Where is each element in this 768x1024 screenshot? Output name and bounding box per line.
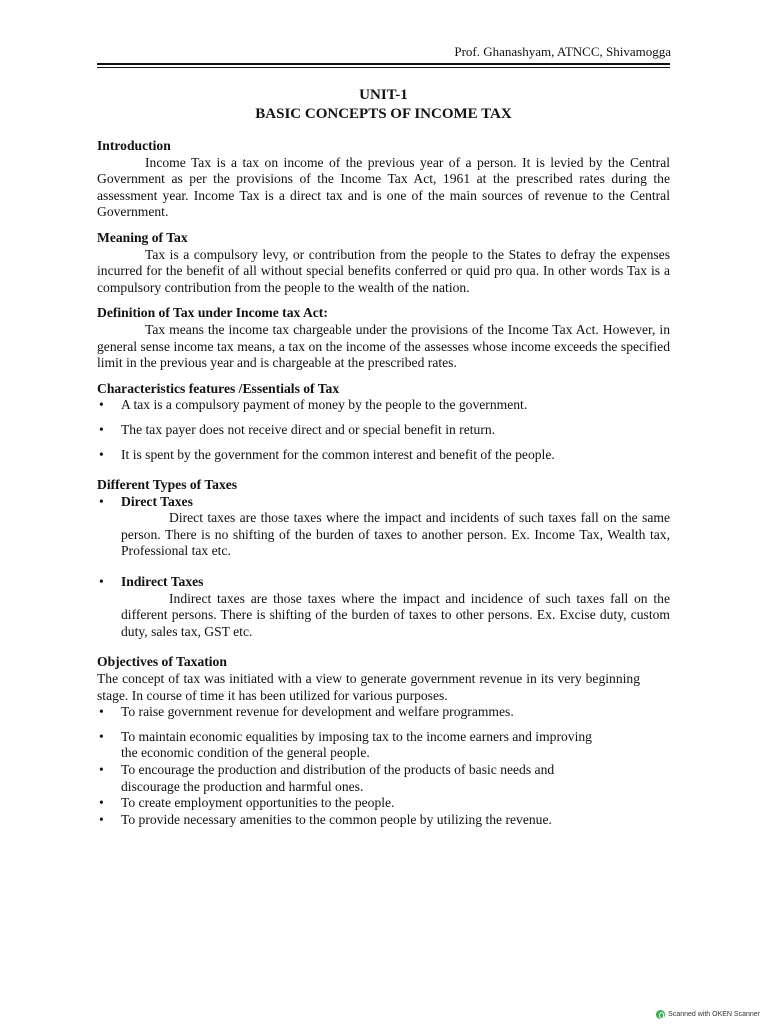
page-title: BASIC CONCEPTS OF INCOME TAX [255, 106, 512, 122]
list-item: • The tax payer does not receive direct and or special benefit in return. [97, 422, 670, 439]
list-item: • To provide necessary amenities to the common people by utilizing the revenue. [97, 812, 600, 829]
meaning-heading: Meaning of Tax [97, 229, 188, 245]
definition-text: Tax means the income tax chargeable under the provisions of the Income Tax Act. However, in general sense income tax means, a tax on the income of the assesses whose income exceeds the specified limit in the previous year and is chargeable at the prescribed rates. [97, 321, 670, 371]
introduction-heading: Introduction [97, 138, 171, 153]
unit-label: UNIT-1 [359, 87, 408, 103]
indirect-taxes-label: Indirect Taxes [121, 574, 204, 590]
list-item: • It is spent by the government for the common interest and benefit of the people. [97, 447, 670, 464]
direct-taxes-text: Direct taxes are those taxes where the impact and incidents of such taxes fall on the same person. There is no shifting of the burden of taxes to another person. Ex. Income Tax, Wealth tax, Professional tax etc. [121, 510, 670, 559]
objectives-heading: Objectives of Taxation [97, 654, 227, 670]
list-item: • To maintain economic equalities by imposing tax to the income earners and improving the economic condition of the general people. [97, 729, 600, 762]
characteristics-list [97, 397, 670, 463]
direct-taxes-label: Direct Taxes [121, 493, 193, 509]
characteristics-heading: Characteristics features /Essentials of Tax [97, 380, 340, 396]
objectives-list [97, 704, 670, 828]
introduction-text: Income Tax is a tax on income of the previous year of a person. It is levied by the Central Government as per the provisions of the Income Tax Act, 1961 at the prescribed rates during the assessment year. Income Tax is a direct tax and is one of the main sources of revenue to the Central Government. [97, 154, 670, 220]
types-heading: Different Types of Taxes [97, 477, 238, 493]
list-item: • To raise government revenue for development and welfare programmes. [97, 704, 600, 721]
list-item: • To create employment opportunities to the people. [97, 795, 600, 812]
indirect-taxes-item [97, 574, 670, 591]
direct-taxes-item [97, 494, 670, 511]
scanner-watermark [656, 1010, 760, 1019]
indirect-taxes-text: Indirect taxes are those taxes where the impact and incidence of such taxes fall on the different persons. There is shifting of the burden of taxes to other persons. Ex. Excise duty, custom duty, sales tax, GST etc. [121, 590, 670, 639]
page-header-author: Prof. Ghanashyam, ATNCC, Shivamogga [454, 44, 671, 59]
header-rule [97, 63, 670, 68]
types-list-2 [97, 574, 670, 591]
scanner-text: Scanned with OKEN Scanner [668, 1011, 760, 1018]
objectives-text: The concept of tax was initiated with a view to generate government revenue in its very beginning stage. In course of time it has been utilized for various purposes. [97, 671, 640, 703]
list-item: • A tax is a compulsory payment of money by the people to the government. [97, 397, 670, 414]
meaning-text: Tax is a compulsory levy, or contribution from the people to the States to defray the expenses incurred for the benefit of all without special benefits conferred or quid pro qua. In other words Tax is a compulsory contribution from the people to the wealth of the nation. [97, 246, 670, 295]
document-page [97, 86, 670, 828]
scanner-logo-icon [656, 1010, 665, 1019]
definition-heading: Definition of Tax under Income tax Act: [97, 305, 328, 321]
types-list [97, 494, 670, 511]
list-item: • To encourage the production and distribution of the products of basic needs and discourage the production and harmful ones. [97, 762, 600, 795]
